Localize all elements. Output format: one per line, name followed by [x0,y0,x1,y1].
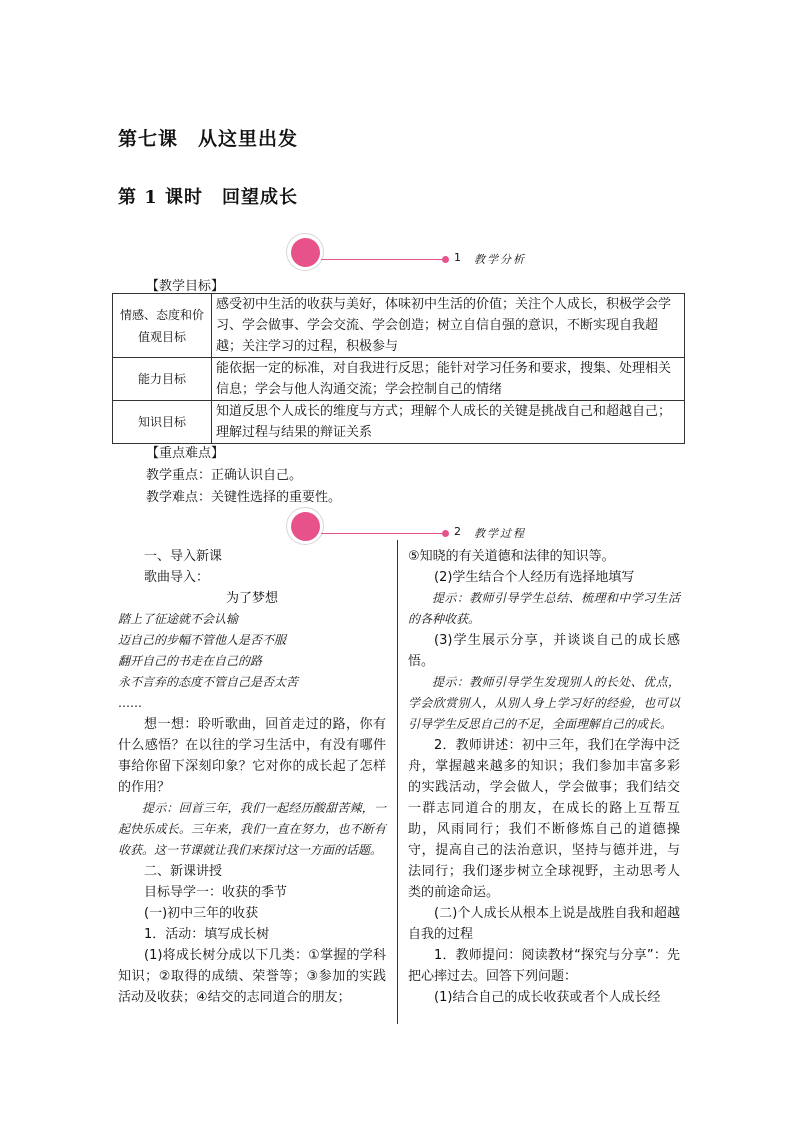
paragraph: 永不言弃的态度不管自己是否太苦 [118,675,299,689]
section-banner-process [286,507,541,547]
paragraph: …… [118,696,142,710]
section-number: 2 [454,525,461,538]
goals-table [112,293,685,444]
paragraph: (1)将成长树分成以下几类：①掌握的学科知识；②取得的成绩、荣誉等；③参加的实践活动及收获；④结交的志同道合的朋友； [118,948,386,1005]
paragraph: (二)个人成长从根本上说是战胜自我和超越自我的过程 [408,906,680,942]
table-row [113,401,685,444]
right-column [408,546,680,1008]
paragraph: 想一想：聆听歌曲，回首走过的路，你有什么感悟？在以往的学习生活中，有没有哪件事给你留下深刻印象？它对你的成长起了怎样的作用？ [118,717,386,795]
paragraph: ⑤知晓的有关道德和法律的知识等。 [408,549,615,564]
paragraph: 提示：教师引导学生总结、梳理和中学习生活的各种收获。 [408,591,680,626]
left-column [118,546,386,1008]
goals-label: 【教学目标】 [146,279,225,294]
period-title: 第 1 课时 回望成长 [118,187,299,208]
paragraph: 踏上了征途就不会认输 [118,612,239,626]
teaching-focus: 教学重点：正确认识自己。 [146,468,303,483]
paragraph: (一)初中三年的收获 [144,906,259,921]
section-banner-analysis [286,233,541,273]
paragraph: (1)结合自己的成长收获或者个人成长经 [434,990,661,1005]
paragraph: 提示：教师引导学生发现别人的长处、优点，学会欣赏别人，从别人身上学习好的经验，也可以引导学生反思自己的不足，全面理解自己的成长。 [408,675,680,731]
paragraph: 歌曲导入： [144,570,210,585]
table-row [113,294,685,358]
paragraph: 一、导入新课 [144,549,223,564]
paragraph: 1．教师提问：阅读教材“探究与分享”：先把心摔过去。回答下列问题： [408,948,680,984]
paragraph: 翻开自己的书走在自己的路 [118,654,263,668]
section-title: 教学过程 [474,527,526,540]
goal-content: 能依据一定的标准，对自我进行反思；能针对学习任务和要求，搜集、处理相关信息；学会与他人沟通交流；学会控制自己的情绪 [212,358,685,401]
key-points-label: 【重点难点】 [146,446,225,461]
pink-circle-icon [286,233,324,271]
section-number: 1 [454,251,461,264]
goal-label: 情感、态度和价值观目标 [113,294,212,358]
paragraph: (3)学生展示分享，并谈谈自己的成长感悟。 [408,633,680,669]
paragraph: 1．活动：填写成长树 [144,927,270,942]
paragraph: 2．教师讲述：初中三年，我们在学海中泛舟，掌握越来越多的知识；我们参加丰富多彩的实践活动，学会做人，学会做事；我们结交一群志同道合的朋友，在成长的路上互帮互助，风雨同行；我们不断修炼自己的道德操守，提高自己的法治意识，坚持与德并进，与法同行；我们逐步树立全球视野，主动思考人类的前途命运。 [408,738,680,900]
goal-content: 感受初中生活的收获与美好，体味初中生活的价值；关注个人成长，积极学会学习、学会做事、学会交流、学会创造；树立自信自强的意识，不断实现自我超越；关注学习的过程，积极参与 [212,294,685,358]
pink-circle-icon [286,507,324,545]
column-divider [397,540,398,1024]
teaching-difficulty: 教学难点：关键性选择的重要性。 [146,490,342,505]
table-row [113,358,685,401]
goal-label: 知识目标 [113,401,212,444]
lesson-title: 第七课 从这里出发 [118,128,299,150]
paragraph: 迈自己的步幅不管他人是否不服 [118,633,287,647]
paragraph: 提示：回首三年，我们一起经历酸甜苦辣，一起快乐成长。三年来，我们一直在努力，也不断有收获。这一节课就让我们来探讨这一方面的话题。 [118,801,386,857]
paragraph: 二、新课讲授 [144,864,223,879]
paragraph: (2)学生结合个人经历有选择地填写 [434,570,635,585]
goal-label: 能力目标 [113,358,212,401]
paragraph: 目标导学一：收获的季节 [144,885,288,900]
section-title: 教学分析 [474,253,526,266]
goal-content: 知道反思个人成长的维度与方式；理解个人成长的关键是挑战自己和超越自己；理解过程与结果的辩证关系 [212,401,685,444]
paragraph: 为了梦想 [225,591,278,606]
